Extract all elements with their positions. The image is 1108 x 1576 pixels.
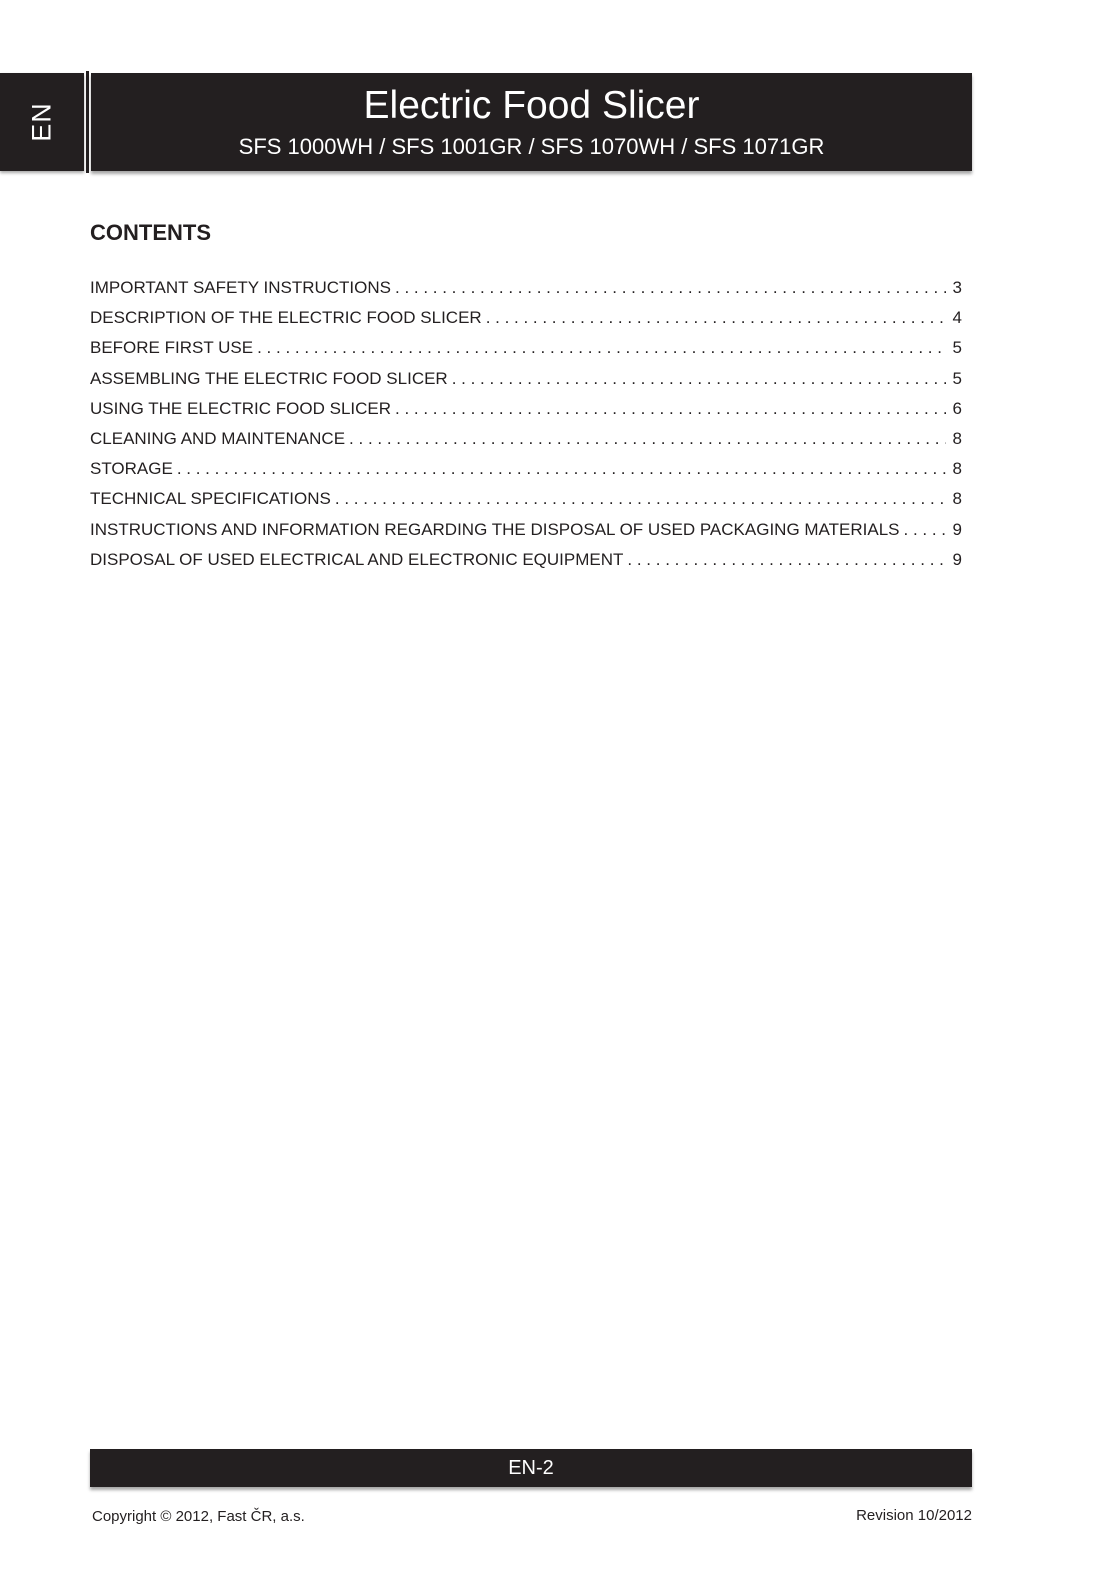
toc-entry[interactable]: [90, 333, 962, 363]
toc-entry[interactable]: [90, 545, 962, 575]
contents-heading: CONTENTS: [90, 220, 211, 245]
table-of-contents: [90, 273, 962, 575]
toc-entry[interactable]: [90, 484, 962, 514]
toc-leader-dots: [177, 454, 946, 484]
copyright-notice: Copyright © 2012, Fast ČR, a.s.: [92, 1508, 305, 1525]
toc-entry-title: TECHNICAL SPECIFICATIONS: [90, 489, 331, 509]
toc-entry[interactable]: [90, 364, 962, 394]
toc-entry-title: INSTRUCTIONS AND INFORMATION REGARDING THE DISPOSAL OF USED PACKAGING MATERIALS: [90, 519, 900, 539]
toc-entry-title: STORAGE: [90, 459, 173, 479]
toc-entry[interactable]: [90, 303, 962, 333]
toc-leader-dots: [627, 545, 946, 575]
footer-page-bar: [90, 1449, 972, 1487]
toc-leader-dots: [452, 364, 946, 394]
toc-entry-title: DISPOSAL OF USED ELECTRICAL AND ELECTRONIC EQUIPMENT: [90, 549, 624, 569]
toc-leader-dots: [257, 333, 946, 363]
toc-entry[interactable]: [90, 394, 962, 424]
language-tab: [0, 73, 84, 171]
model-numbers: SFS 1000WH / SFS 1001GR / SFS 1070WH / SFS 1071GR: [238, 134, 825, 159]
toc-entry-title: CLEANING AND MAINTENANCE: [90, 428, 346, 448]
toc-entry[interactable]: [90, 515, 962, 545]
toc-leader-dots: [904, 515, 947, 545]
toc-entry-title: BEFORE FIRST USE: [90, 338, 254, 358]
toc-entry-title: USING THE ELECTRIC FOOD SLICER: [90, 398, 392, 418]
toc-entry-page: 3: [952, 278, 962, 297]
toc-leader-dots: [335, 484, 946, 514]
toc-entry-page: 5: [952, 338, 962, 358]
toc-leader-dots: [395, 273, 946, 303]
toc-entry[interactable]: [90, 424, 962, 454]
toc-leader-dots: [486, 303, 946, 333]
toc-entry-page: 8: [952, 428, 962, 448]
toc-entry-page: 8: [952, 489, 962, 509]
toc-entry-title: DESCRIPTION OF THE ELECTRIC FOOD SLICER: [90, 308, 482, 328]
toc-entry-page: 6: [952, 398, 962, 418]
toc-entry-page: 9: [952, 519, 962, 539]
toc-entry-title: IMPORTANT SAFETY INSTRUCTIONS: [90, 278, 391, 297]
tab-divider: [86, 71, 89, 173]
toc-entry-page: 5: [952, 368, 962, 388]
toc-entry[interactable]: [90, 454, 962, 484]
document-title: Electric Food Slicer: [363, 84, 700, 127]
toc-entry-page: 9: [952, 549, 962, 569]
header-banner: [91, 73, 972, 171]
page-number: EN-2: [508, 1457, 554, 1479]
revision-label: Revision 10/2012: [856, 1507, 972, 1524]
toc-entry[interactable]: [90, 273, 962, 303]
toc-entry-page: 8: [952, 459, 962, 479]
toc-leader-dots: [349, 424, 946, 454]
toc-leader-dots: [395, 394, 946, 424]
toc-entry-title: ASSEMBLING THE ELECTRIC FOOD SLICER: [90, 368, 448, 388]
language-label: EN: [26, 102, 57, 142]
toc-entry-page: 4: [952, 308, 962, 328]
